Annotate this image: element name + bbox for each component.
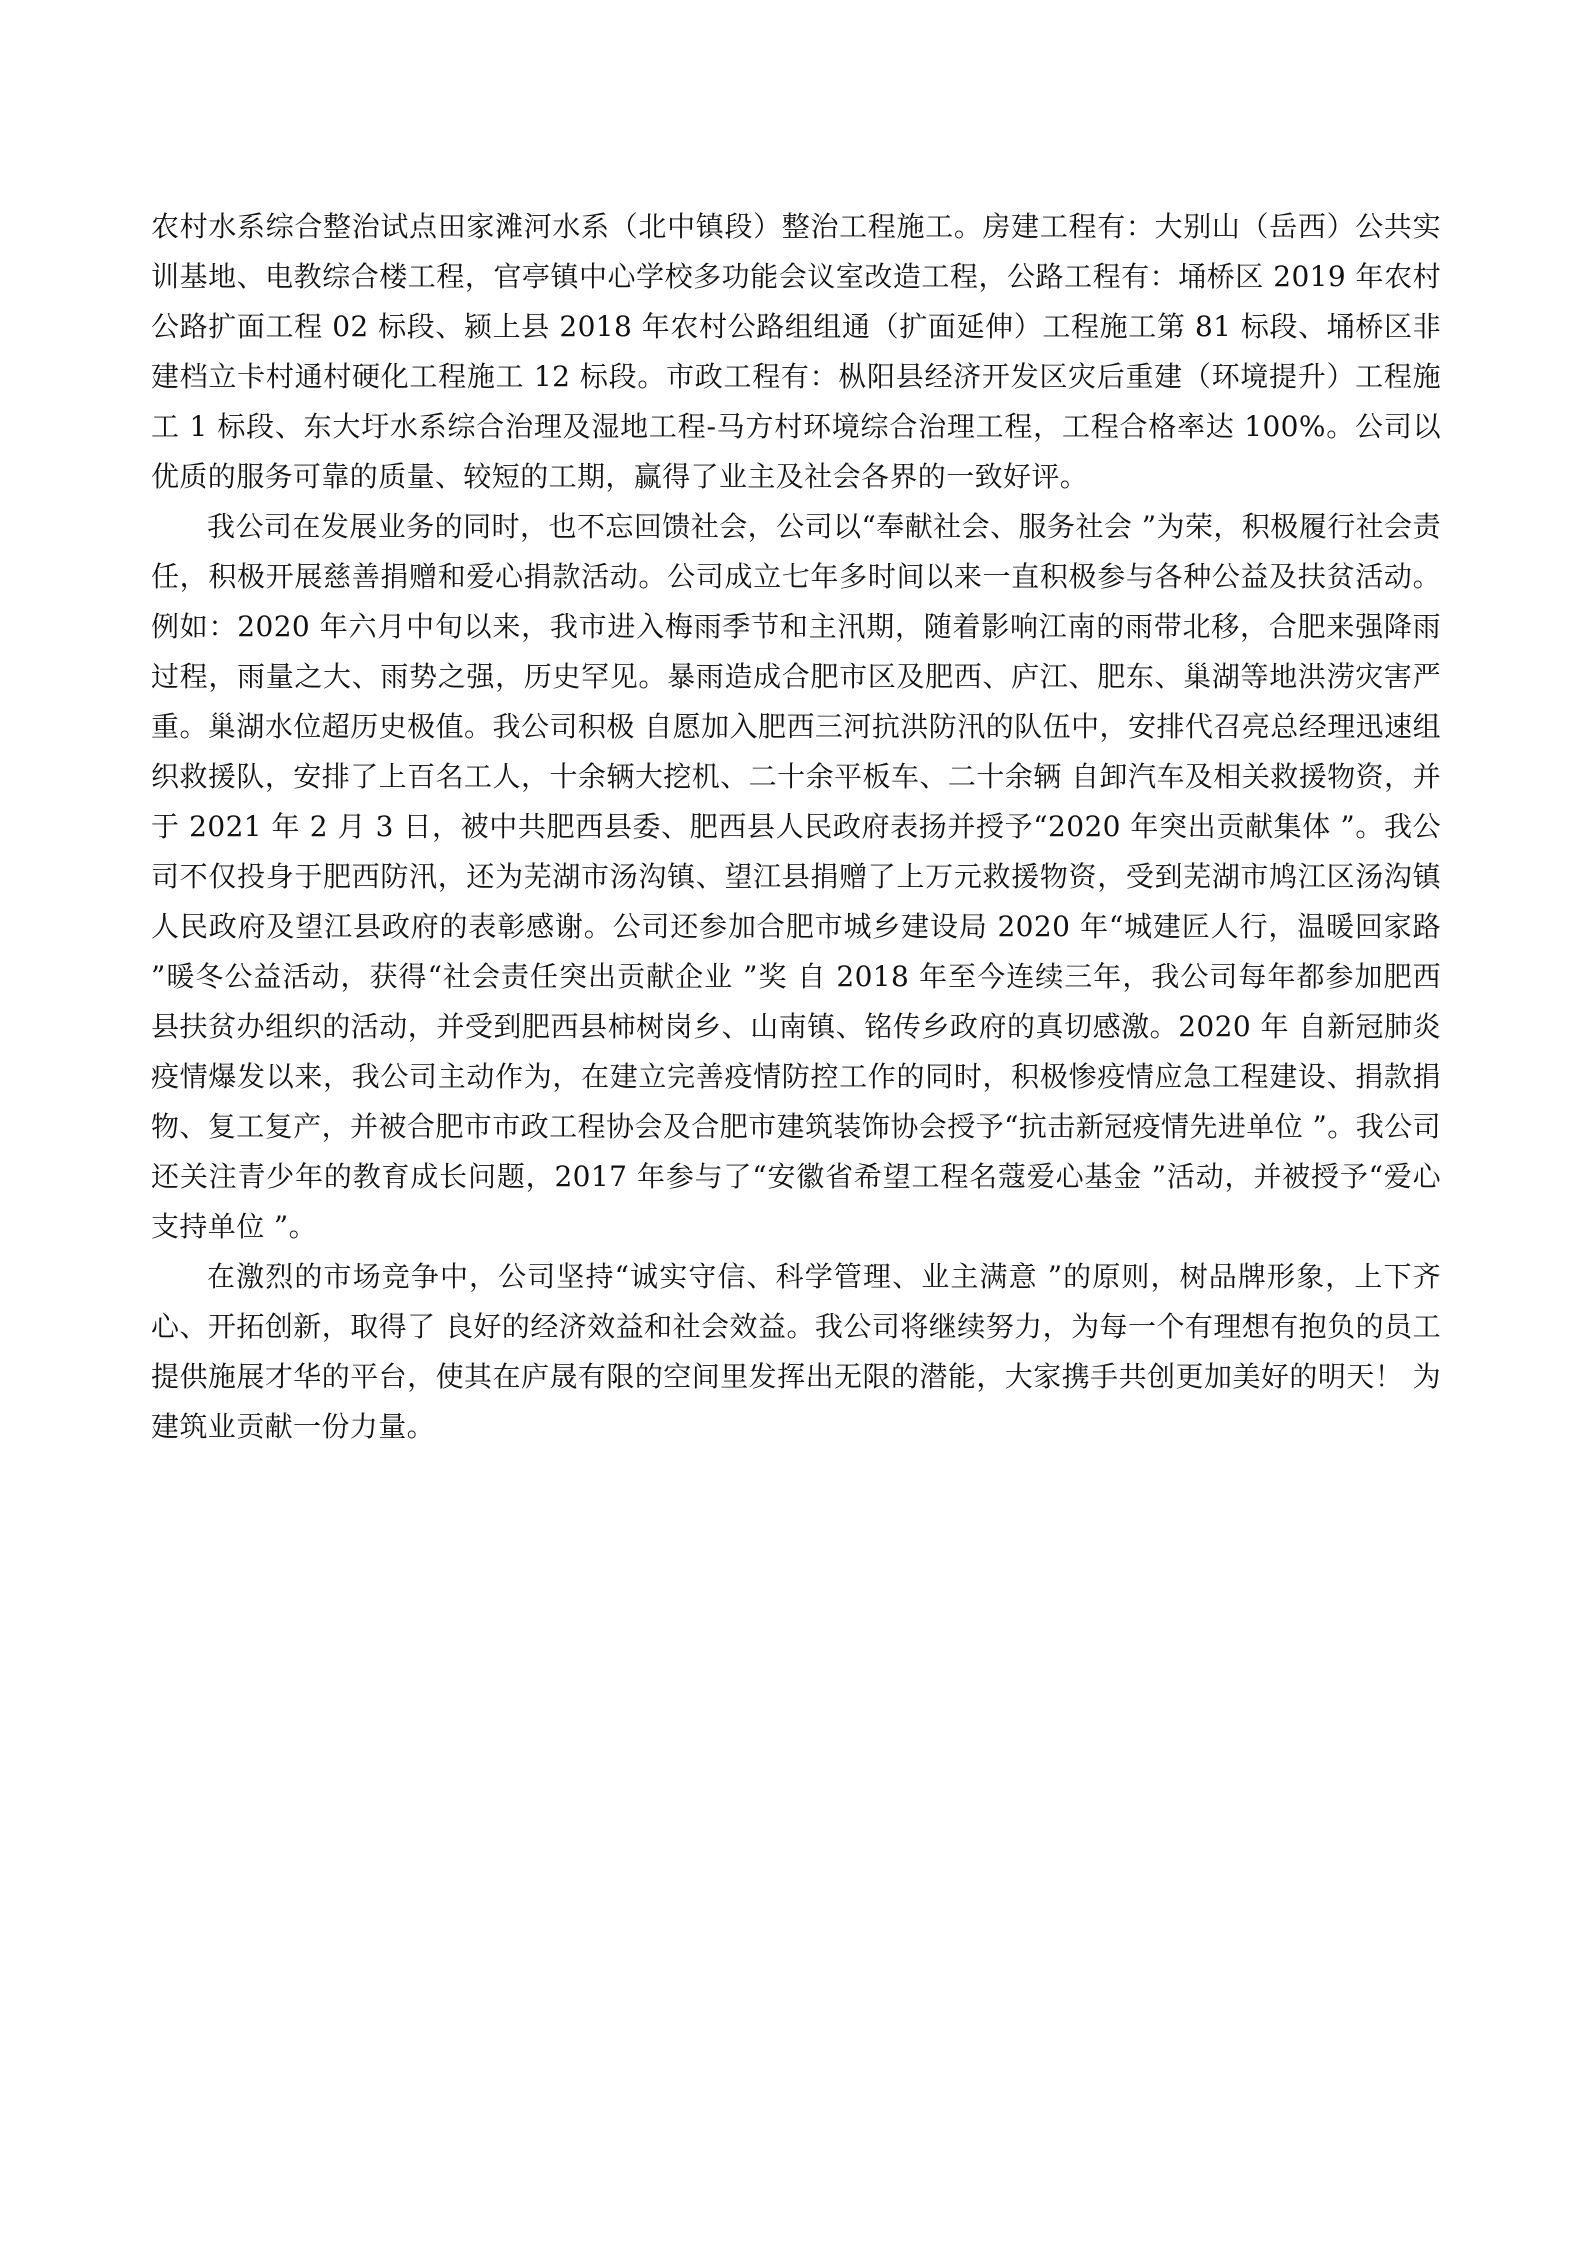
paragraph-projects: 农村水系综合整治试点田家滩河水系（北中镇段）整治工程施工。房建工程有：大别山（岳西）公共实训基地、电教综合楼工程，官亭镇中心学校多功能会议室改造工程，公路工程有：埇桥区 2019 年农村公路扩面工程 02 标段、颍上县 2018 年农村公路组组通（扩面延伸）工程施工第 81 标段、埇桥区非建档立卡村通村硬化工程施工 12 标段。市政工程有：枞阳县经济开发区灾后重建（环境提升）工程施工 1 标段、东大圩水系综合治理及湿地工程-马方村环境综合治理工程，工程合格率达 100%。公司以优质的服务可靠的质量、较短的工期，赢得了业主及社会各界的一致好评。 xyxy=(151,210,1441,493)
paragraph-conclusion: 在激烈的市场竞争中，公司坚持“诚实守信、科学管理、业主满意 ”的原则，树品牌形象，上下齐心、开拓创新，取得了 良好的经济效益和社会效益。我公司将继续努力，为每一个有理想有抱负的员工提供施展才华的平台，使其在庐晟有限的空间里发挥出无限的潜能，大家携手共创更加美好的明天！ 为建筑业贡献一份力量。 xyxy=(151,1260,1441,1443)
paragraph-social-responsibility: 我公司在发展业务的同时，也不忘回馈社会，公司以“奉献社会、服务社会 ”为荣，积极履行社会责任，积极开展慈善捐赠和爱心捐款活动。公司成立七年多时间以来一直积极参与各种公益及扶贫活动。例如：2020 年六月中旬以来，我市进入梅雨季节和主汛期，随着影响江南的雨带北移，合肥来强降雨过程，雨量之大、雨势之强，历史罕见。暴雨造成合肥市区及肥西、庐江、肥东、巢湖等地洪涝灾害严重。巢湖水位超历史极值。我公司积极 自愿加入肥西三河抗洪防汛的队伍中，安排代召亮总经理迅速组织救援队，安排了上百名工人，十余辆大挖机、二十余平板车、二十余辆 自卸汽车及相关救援物资，并于 2021 年 2 月 3 日，被中共肥西县委、肥西县人民政府表扬并授予“2020 年突出贡献集体 ”。我公司不仅投身于肥西防汛，还为芜湖市汤沟镇、望江县捐赠了上万元救援物资，受到芜湖市鸠江区汤沟镇人民政府及望江县政府的表彰感谢。公司还参加合肥市城乡建设局 2020 年“城建匠人行，温暖回家路 ”暖冬公益活动，获得“社会责任突出贡献企业 ”奖 自 2018 年至今连续三年，我公司每年都参加肥西县扶贫办组织的活动，并受到肥西县柿树岗乡、山南镇、铭传乡政府的真切感激。2020 年 自新冠肺炎疫情爆发以来，我公司主动作为，在建立完善疫情防控工作的同时，积极惨疫情应急工程建设、捐款捐物、复工复产，并被合肥市市政工程协会及合肥市建筑装饰协会授予“抗击新冠疫情先进单位 ”。我公司还关注青少年的教育成长问题，2017 年参与了“安徽省希望工程名蔻爱心基金 ”活动，并被授予“爱心支持单位 ”。 xyxy=(151,510,1441,1243)
document-body xyxy=(151,202,1441,1452)
